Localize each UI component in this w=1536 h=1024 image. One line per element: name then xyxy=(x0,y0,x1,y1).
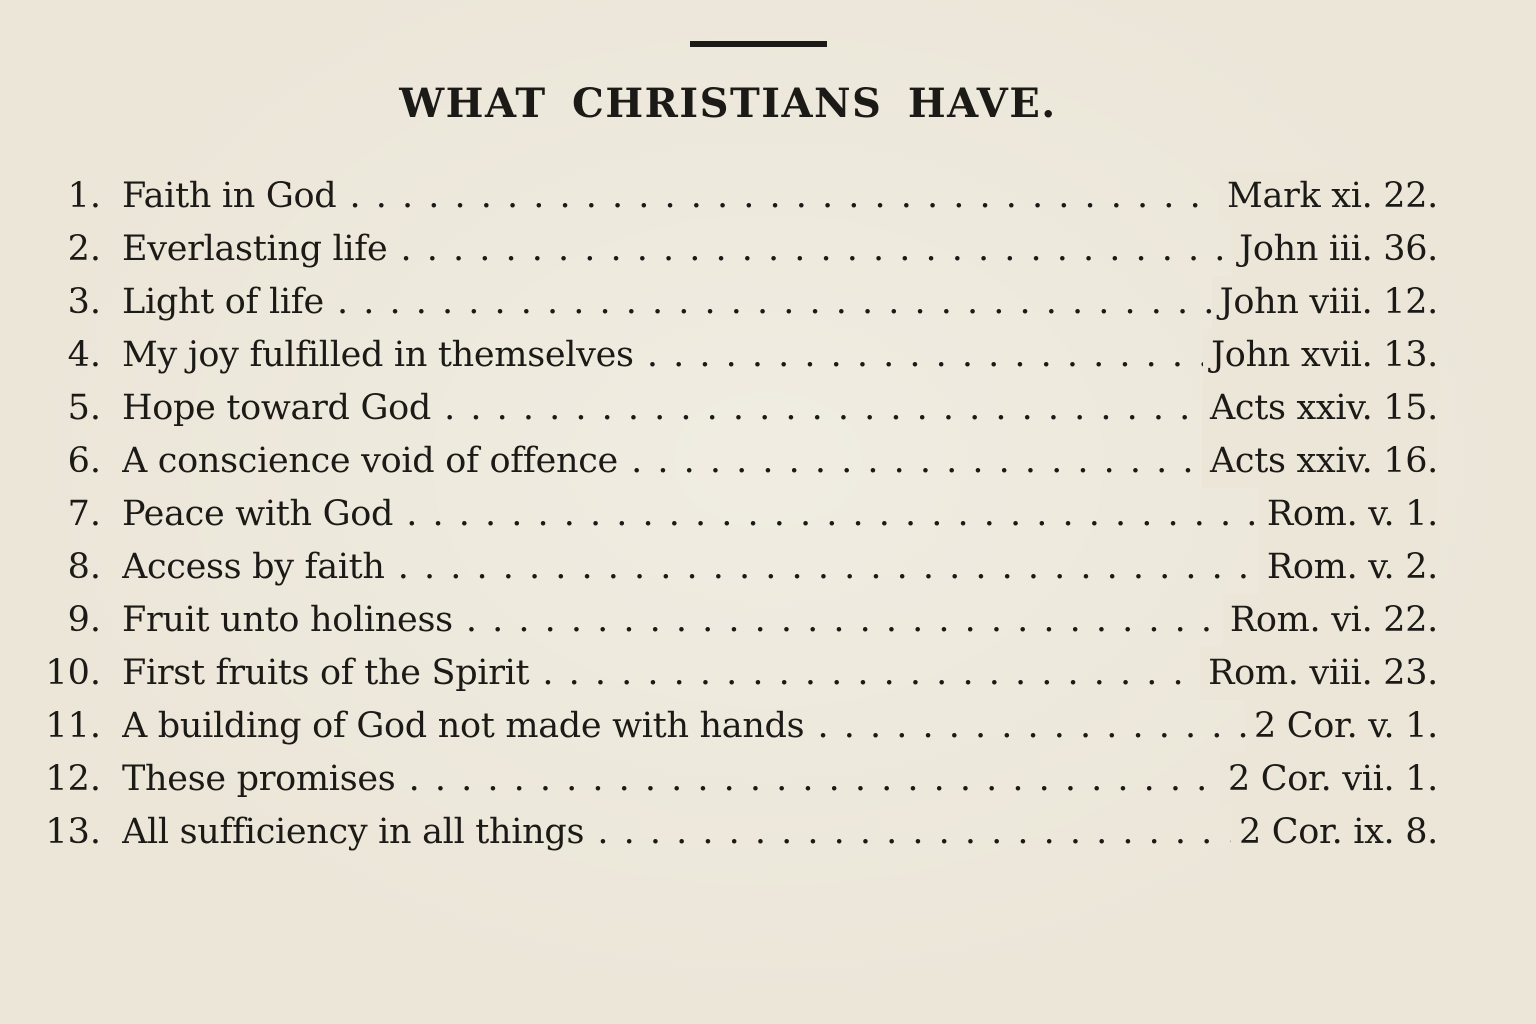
item-reference: Rom. viii. 23. xyxy=(1200,647,1438,700)
item-number: 4. xyxy=(67,335,101,375)
item-reference: Mark xi. 22. xyxy=(1219,170,1438,223)
page-title: WHAT CHRISTIANS HAVE. xyxy=(399,80,1057,127)
item-label: My joy fulfilled in themselves . . . xyxy=(122,329,1436,382)
item-label: Hope toward God . . . xyxy=(122,382,1436,435)
item-label: Fruit unto holiness . . . xyxy=(122,594,1436,647)
list-item xyxy=(0,276,1536,329)
item-reference: John viii. 12. xyxy=(1212,276,1438,329)
item-label: Faith in God . . . xyxy=(122,170,1436,223)
item-label: A building of God not made with hands . . . xyxy=(122,700,1436,753)
item-reference: 2 Cor. ix. 8. xyxy=(1231,806,1438,859)
item-reference: Rom. v. 1. xyxy=(1259,488,1438,541)
list-item xyxy=(0,806,1536,859)
list-item xyxy=(0,329,1536,382)
item-number: 5. xyxy=(67,388,101,428)
item-number: 11. xyxy=(45,706,101,746)
item-reference: 2 Cor. vii. 1. xyxy=(1220,753,1438,806)
item-label: A conscience void of offence . . . xyxy=(122,435,1436,488)
item-reference: John xvii. 13. xyxy=(1203,329,1438,382)
item-number: 7. xyxy=(67,494,101,534)
header-rule xyxy=(690,41,827,47)
verse-list xyxy=(0,170,1536,859)
list-item xyxy=(0,435,1536,488)
item-reference: Rom. v. 2. xyxy=(1259,541,1438,594)
item-label: First fruits of the Spirit . . . xyxy=(122,647,1436,700)
list-item xyxy=(0,753,1536,806)
item-number: 1. xyxy=(67,176,101,216)
item-number: 12. xyxy=(45,759,101,799)
item-number: 13. xyxy=(45,812,101,852)
item-label: Access by faith . . . xyxy=(122,541,1436,594)
item-reference: John iii. 36. xyxy=(1231,223,1438,276)
list-item xyxy=(0,223,1536,276)
item-label: Light of life . . . xyxy=(122,276,1436,329)
item-label: Peace with God . . . xyxy=(122,488,1436,541)
list-item xyxy=(0,170,1536,223)
list-item xyxy=(0,700,1536,753)
list-item xyxy=(0,647,1536,700)
item-reference: Acts xxiv. 15. xyxy=(1202,382,1438,435)
list-item xyxy=(0,488,1536,541)
item-number: 9. xyxy=(67,600,101,640)
item-label: These promises . . . xyxy=(122,753,1436,806)
list-item xyxy=(0,541,1536,594)
item-number: 6. xyxy=(67,441,101,481)
item-label: Everlasting life . . . xyxy=(122,223,1436,276)
item-reference: Rom. vi. 22. xyxy=(1222,594,1438,647)
item-label: All sufficiency in all things . . . xyxy=(122,806,1436,859)
list-item xyxy=(0,594,1536,647)
item-reference: 2 Cor. v. 1. xyxy=(1246,700,1438,753)
item-number: 10. xyxy=(45,653,101,693)
list-item xyxy=(0,382,1536,435)
item-reference: Acts xxiv. 16. xyxy=(1202,435,1438,488)
item-number: 3. xyxy=(67,282,101,322)
item-number: 8. xyxy=(67,547,101,587)
item-number: 2. xyxy=(67,229,101,269)
